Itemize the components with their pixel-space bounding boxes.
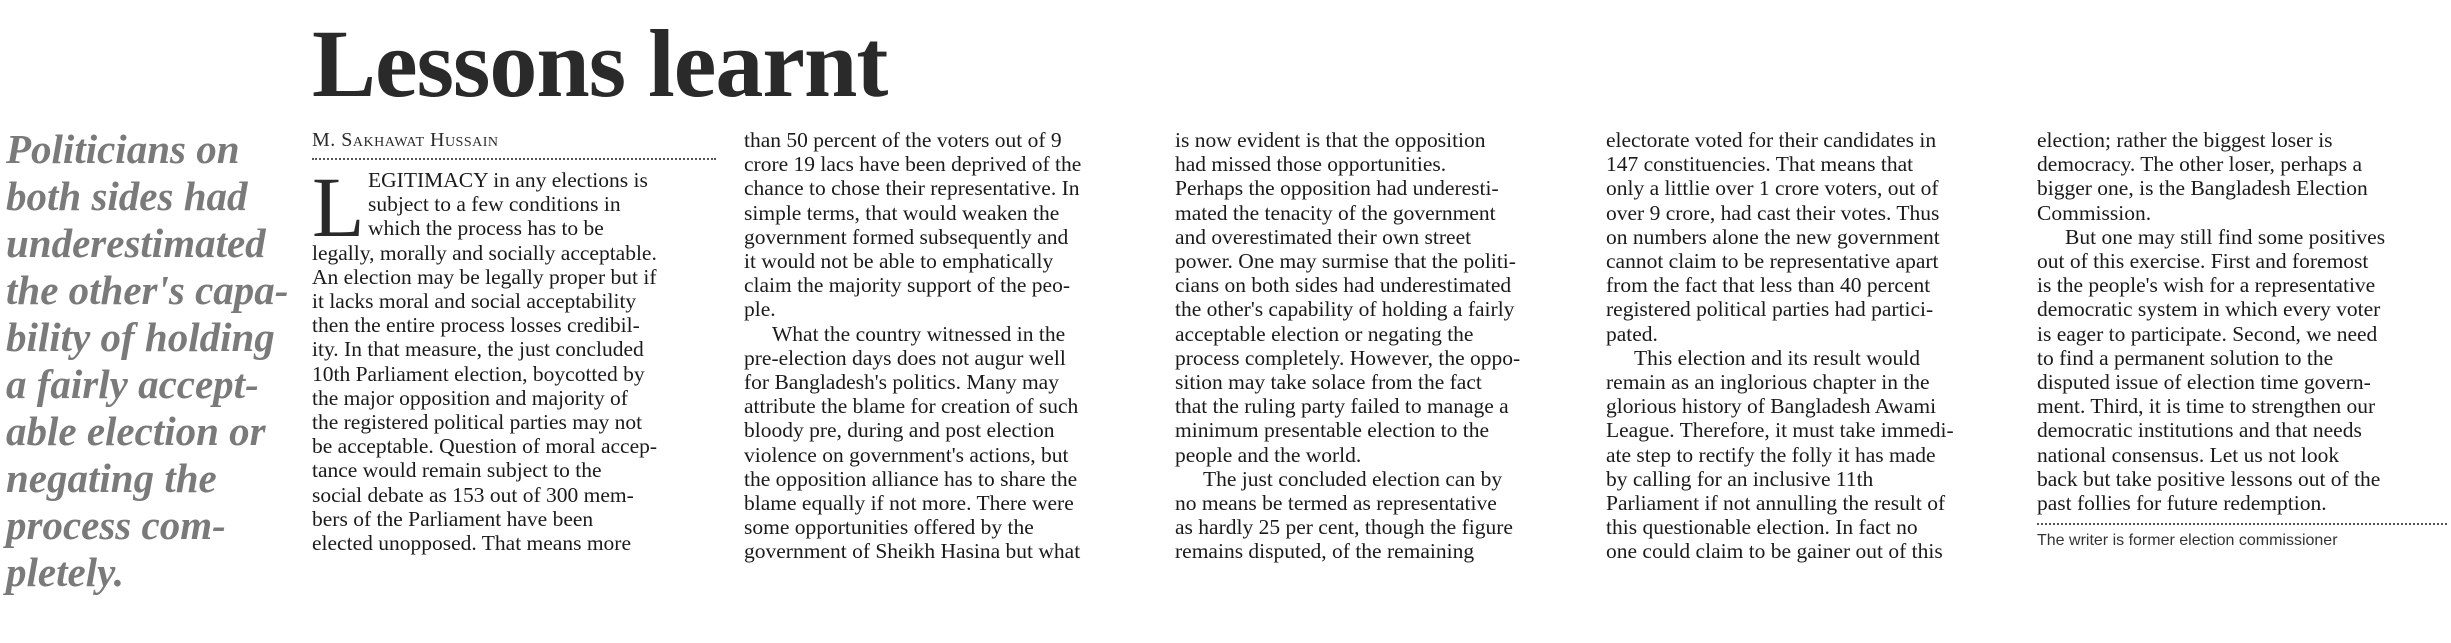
drop-cap: L	[312, 159, 365, 255]
text-line: acceptable election or negating the	[1175, 321, 1474, 346]
article-column-3	[1175, 128, 1579, 564]
text-line: cannot claim to be representative apart	[1606, 249, 1939, 274]
pull-quote-line: the other's capa-	[6, 267, 289, 313]
text-line: by calling for an inclusive 11th	[1606, 466, 1874, 491]
text-line: elected unopposed. That means more	[312, 531, 632, 556]
text-line: national consensus. Let us not look	[2037, 442, 2340, 467]
text-line: no means be termed as representative	[1175, 491, 1497, 516]
text-line: than 50 percent of the voters out of 9	[744, 128, 1062, 152]
text-line: registered political parties had partici-	[1606, 297, 1934, 322]
text-line: democratic institutions and that needs	[2037, 418, 2362, 443]
text-line: it would not be able to emphatically	[744, 249, 1054, 274]
text-line: pated.	[1606, 321, 1658, 346]
text-line: to find a permanent solution to the	[2037, 345, 2334, 370]
text-line: the other's capability of holding a fairly	[1175, 297, 1515, 322]
text-line: the opposition alliance has to share the	[744, 466, 1078, 491]
text-line: EGITIMACY in any elections is	[368, 168, 648, 192]
text-line: is now evident is that the opposition	[1175, 128, 1486, 152]
text-line: pre-election days does not augur well	[744, 345, 1066, 370]
text-line: from the fact that less than 40 percent	[1606, 273, 1931, 298]
text-line: some opportunities offered by the	[744, 515, 1034, 540]
byline-divider	[312, 152, 716, 160]
text-line: out of this exercise. First and foremost	[2037, 249, 2369, 274]
text-line: democracy. The other loser, perhaps a	[2037, 152, 2363, 177]
text-line: government of Sheikh Hasina but what	[744, 539, 1081, 564]
text-line: social debate as 153 out of 300 mem-	[312, 482, 634, 507]
pull-quote-line: Politicians on	[6, 126, 240, 172]
article-column-4	[1606, 128, 2010, 564]
text-line: government formed subsequently and	[744, 224, 1069, 249]
text-line: past follies for future redemption.	[2037, 491, 2327, 516]
text-line: cians on both sides had underestimated	[1175, 273, 1512, 298]
text-line: remain as an inglorious chapter in the	[1606, 370, 1930, 395]
text-line: bigger one, is the Bangladesh Election	[2037, 176, 2368, 201]
text-line: An election may be legally proper but if	[312, 264, 657, 289]
text-line: is eager to participate. Second, we need	[2037, 321, 2378, 346]
text-line: 10th Parliament election, boycotted by	[312, 361, 645, 386]
text-line: power. One may surmise that the politi-	[1175, 249, 1516, 274]
text-line: disputed issue of election time govern-	[2037, 370, 2371, 395]
text-line: it lacks moral and social acceptability	[312, 289, 637, 314]
text-line: and overestimated their own street	[1175, 224, 1472, 249]
article-column-1	[312, 128, 716, 555]
text-line: people and the world.	[1175, 442, 1362, 467]
text-line: only a littlie over 1 crore voters, out of	[1606, 176, 1939, 201]
text-line: be acceptable. Question of moral accep-	[312, 434, 658, 459]
pull-quote	[6, 126, 296, 596]
pull-quote-line: process com-	[6, 502, 226, 548]
text-line: the registered political parties may not	[312, 410, 643, 435]
text-line: had missed those opportunities.	[1175, 152, 1447, 177]
pull-quote-line: bility of holding	[6, 314, 275, 360]
text-line: Perhaps the opposition had underesti-	[1175, 176, 1499, 201]
text-line: subject to a few conditions in	[368, 192, 621, 217]
text-line: process completely. However, the oppo-	[1175, 345, 1521, 370]
text-line: tance would remain subject to the	[312, 458, 602, 483]
text-line: the major opposition and majority of	[312, 385, 628, 410]
text-line: crore 19 lacs have been deprived of the	[744, 152, 1082, 177]
text-line: This election and its result would	[1634, 345, 1921, 370]
text-line: violence on government's actions, but	[744, 442, 1069, 467]
text-line: glorious history of Bangladesh Awami	[1606, 394, 1937, 419]
text-line: blame equally if not more. There were	[744, 491, 1074, 516]
text-line: mated the tenacity of the government	[1175, 200, 1496, 225]
text-line: What the country witnessed in the	[772, 321, 1066, 346]
text-line: remains disputed, of the remaining	[1175, 539, 1475, 564]
text-line: over 9 crore, had cast their votes. Thus	[1606, 200, 1940, 225]
text-line: one could claim to be gainer out of this	[1606, 539, 1943, 564]
pull-quote-line: underestimated	[6, 220, 266, 266]
byline: M. Sakhawat Hussain	[312, 129, 499, 151]
pull-quote-line: negating the	[6, 455, 217, 501]
pull-quote-line: a fairly accept-	[6, 361, 259, 407]
pull-quote-line: pletely.	[6, 549, 124, 595]
text-line: League. Therefore, it must take immedi-	[1606, 418, 1954, 443]
text-line: ple.	[744, 297, 776, 322]
text-line: as hardly 25 per cent, though the figure	[1175, 515, 1513, 540]
text-line: simple terms, that would weaken the	[744, 200, 1060, 225]
writer-note: The writer is former election commissioner	[2037, 532, 2338, 550]
text-line: ment. Third, it is time to strengthen our	[2037, 394, 2376, 419]
text-line: 147 constituencies. That means that	[1606, 152, 1914, 177]
text-line: But one may still find some positives	[2065, 224, 2386, 249]
text-line: Parliament if not annulling the result of	[1606, 491, 1946, 516]
text-line: ate step to rectify the folly it has made	[1606, 442, 1936, 467]
text-line: claim the majority support of the peo-	[744, 273, 1070, 298]
text-line: is the people's wish for a representative	[2037, 273, 2376, 298]
text-line: for Bangladesh's politics. Many may	[744, 370, 1059, 395]
text-line: legally, morally and socially acceptable.	[312, 240, 657, 265]
text-line: attribute the blame for creation of such	[744, 394, 1079, 419]
text-line: bloody pre, during and post election	[744, 418, 1055, 443]
text-line: ity. In that measure, the just concluded	[312, 337, 644, 362]
text-line: back but take positive lessons out of the	[2037, 466, 2381, 491]
article-column-2	[744, 128, 1148, 564]
pull-quote-line: able election or	[6, 408, 266, 454]
text-line: which the process has to be	[368, 216, 604, 241]
text-line: minimum presentable election to the	[1175, 418, 1490, 443]
footnote-divider	[2037, 523, 2447, 551]
text-line: election; rather the biggest loser is	[2037, 128, 2333, 152]
text-line: Commission.	[2037, 200, 2152, 225]
text-line: on numbers alone the new government	[1606, 224, 1940, 249]
col1-body	[312, 241, 716, 556]
headline: Lessons learnt	[312, 10, 888, 117]
text-line: democratic system in which every voter	[2037, 297, 2381, 322]
text-line: electorate voted for their candidates in	[1606, 128, 1937, 152]
text-line: chance to chose their representative. In	[744, 176, 1080, 201]
text-line: The just concluded election can by	[1203, 466, 1503, 491]
text-line: this questionable election. In fact no	[1606, 515, 1918, 540]
article-column-5	[2037, 128, 2447, 551]
text-line: then the entire process losses credibil-	[312, 313, 640, 338]
text-line: sition may take solace from the fact	[1175, 370, 1482, 395]
text-line: that the ruling party failed to manage a	[1175, 394, 1509, 419]
text-line: bers of the Parliament have been	[312, 506, 594, 531]
pull-quote-line: both sides had	[6, 173, 248, 219]
